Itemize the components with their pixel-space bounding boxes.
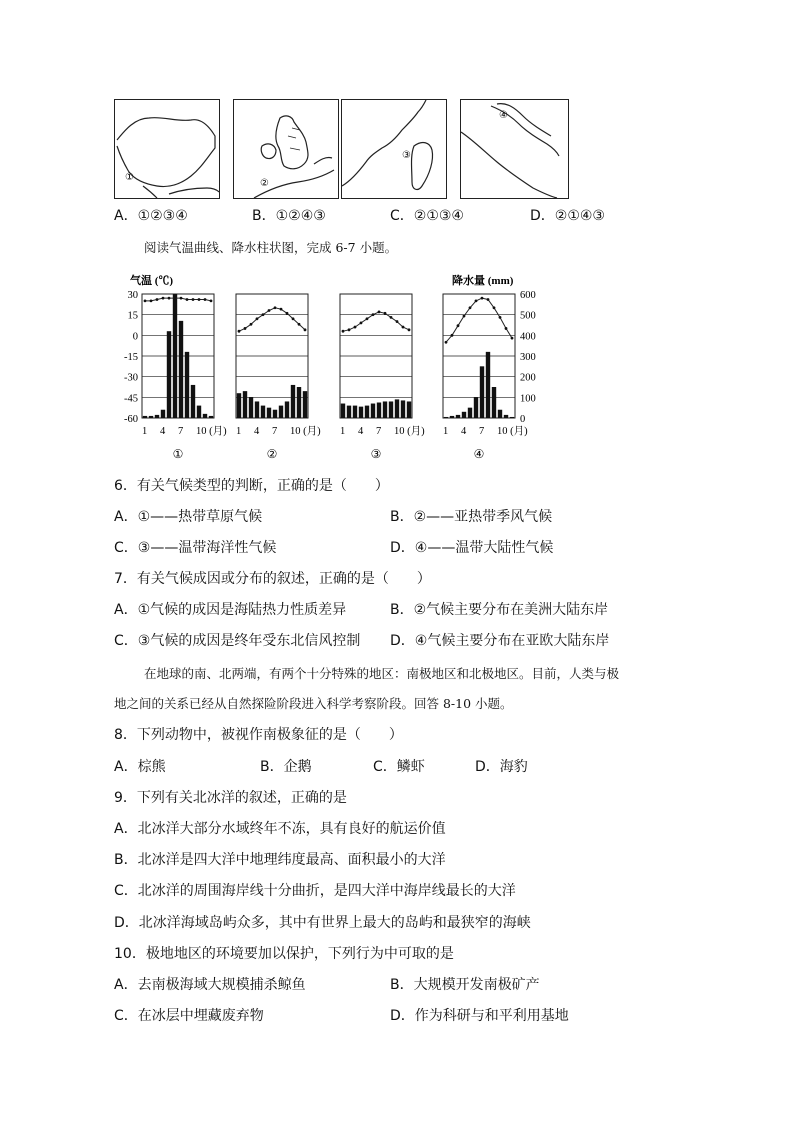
q10-stem: 10．极地地区的环境要加以保护，下列行为中可取的是 — [114, 946, 454, 962]
precip-bar — [395, 399, 399, 418]
x-tick-label: 10 (月) — [290, 426, 321, 437]
precip-bar — [261, 406, 265, 418]
x-tick-label: 4 — [358, 426, 364, 437]
temp-point — [292, 317, 295, 320]
precip-bar — [167, 331, 171, 418]
map-3 — [341, 99, 447, 199]
temp-point — [463, 315, 466, 318]
temp-point — [256, 317, 259, 320]
q10-option-a[interactable]: A．去南极海域大规模捕杀鲸鱼 — [114, 977, 306, 993]
precip-bar — [297, 387, 301, 418]
x-tick-label: 1 — [443, 426, 449, 437]
temp-point — [274, 306, 277, 309]
precip-bar — [341, 404, 345, 418]
intro-8-10-line2: 地之间的关系已经从自然探险阶段进入科学考察阶段。回答 8-10 小题。 — [114, 696, 513, 711]
panel-label: ④ — [473, 447, 485, 461]
temp-tick-label: 0 — [132, 331, 138, 343]
temp-point — [298, 323, 301, 326]
temp-point — [262, 313, 265, 316]
precip-bar — [401, 400, 405, 418]
temp-tick-label: -45 — [124, 393, 138, 405]
temp-point — [210, 299, 213, 302]
map-3-outline — [342, 100, 446, 198]
x-tick-label: 7 — [178, 426, 184, 437]
q9-stem: 9．下列有关北冰洋的叙述，正确的是 — [114, 790, 347, 806]
q6-stem: 6．有关气候类型的判断，正确的是（ ） — [114, 478, 389, 494]
q5-option-b[interactable]: B．①②④③ — [252, 208, 326, 224]
x-tick-label: 7 — [479, 426, 485, 437]
precip-bar — [365, 406, 369, 418]
map-2-label: ② — [260, 178, 269, 189]
map-3-label: ③ — [402, 150, 411, 161]
temp-point — [511, 337, 514, 340]
q8-stem: 8．下列动物中，被视作南极象征的是（ ） — [114, 727, 403, 743]
q5-option-c[interactable]: C．②①③④ — [390, 208, 464, 224]
precip-bar — [371, 404, 375, 418]
precip-tick-label: 500 — [520, 310, 536, 322]
climate-charts — [112, 268, 552, 468]
precip-bar — [353, 406, 357, 418]
climate-chart-svg — [112, 268, 552, 468]
q6-option-a[interactable]: A．①——热带草原气候 — [114, 509, 263, 525]
precip-bar — [510, 417, 514, 418]
q10-option-b[interactable]: B．大规模开发南极矿产 — [390, 977, 540, 993]
map-1 — [114, 99, 220, 199]
q8-option-b[interactable]: B．企鹅 — [260, 759, 312, 775]
precip-bar — [249, 397, 253, 418]
precip-bar — [504, 415, 508, 418]
temp-tick-label: -60 — [124, 414, 138, 425]
precip-bar — [486, 352, 490, 418]
temp-point — [238, 330, 241, 333]
precip-bar — [383, 401, 387, 418]
q7-option-c[interactable]: C．③气候的成因是终年受东北信风控制 — [114, 633, 361, 649]
q7-stem: 7．有关气候成因或分布的叙述，正确的是（ ） — [114, 571, 431, 587]
temp-point — [244, 327, 247, 330]
x-tick-label: 10 (月) — [497, 426, 528, 437]
temp-point — [180, 297, 183, 300]
q6-option-d[interactable]: D．④——温带大陆性气候 — [390, 540, 554, 556]
temp-point — [493, 306, 496, 309]
q7-option-a[interactable]: A．①气候的成因是海陆热力性质差异 — [114, 602, 347, 618]
map-1-label: ① — [125, 172, 134, 183]
temp-point — [372, 313, 375, 316]
x-tick-label: 7 — [376, 426, 382, 437]
temp-point — [475, 299, 478, 302]
temp-point — [499, 316, 502, 319]
panel-label: ③ — [370, 447, 382, 461]
precip-tick-label: 100 — [520, 393, 536, 405]
q9-option-c[interactable]: C．北冰洋的周围海岸线十分曲折，是四大洋中海岸线最长的大洋 — [114, 883, 516, 899]
temp-line — [145, 298, 211, 301]
precip-bar — [450, 416, 454, 418]
q7-option-d[interactable]: D．④气候主要分布在亚欧大陆东岸 — [390, 633, 610, 649]
precip-bar — [303, 391, 307, 418]
precip-bar — [498, 410, 502, 418]
temp-point — [408, 328, 411, 331]
x-tick-label: 1 — [340, 426, 346, 437]
temp-tick-label: -30 — [124, 372, 138, 384]
precip-bar — [185, 352, 189, 418]
temp-point — [250, 323, 253, 326]
map-2-outline — [234, 100, 338, 198]
x-tick-label: 4 — [254, 426, 260, 437]
map-4 — [460, 99, 569, 199]
x-tick-label: 1 — [236, 426, 242, 437]
map-4-label: ④ — [499, 110, 508, 121]
precip-bar — [203, 414, 207, 418]
precip-bar — [468, 408, 472, 418]
precip-bar — [480, 366, 484, 418]
q6-option-b[interactable]: B．②——亚热带季风气候 — [390, 509, 553, 525]
map-2 — [233, 99, 339, 199]
temp-point — [402, 326, 405, 329]
precip-bar — [161, 410, 165, 418]
temp-point — [268, 309, 271, 312]
temp-point — [174, 297, 177, 300]
temp-point — [360, 322, 363, 325]
q6-option-c[interactable]: C．③——温带海洋性气候 — [114, 540, 277, 556]
precip-bar — [359, 407, 363, 418]
precip-tick-label: 200 — [520, 372, 536, 384]
temp-tick-label: 15 — [127, 310, 138, 322]
temp-point — [451, 334, 454, 337]
temp-point — [156, 298, 159, 301]
temp-point — [481, 297, 484, 300]
temp-point — [168, 297, 171, 300]
precip-tick-label: 400 — [520, 331, 536, 343]
q8-option-c[interactable]: C．鳞虾 — [373, 759, 425, 775]
precip-bar — [285, 401, 289, 418]
q5-option-d[interactable]: D．②①④③ — [530, 208, 605, 224]
temp-point — [505, 327, 508, 330]
temp-tick-label: 30 — [127, 290, 138, 301]
precip-bar — [291, 385, 295, 418]
precip-bar — [279, 406, 283, 418]
x-tick-label: 4 — [461, 426, 467, 437]
q9-option-b[interactable]: B．北冰洋是四大洋中地理纬度最高、面积最小的大洋 — [114, 852, 446, 868]
intro-8-10-line1: 在地球的南、北两端，有两个十分特殊的地区：南极地区和北极地区。目前，人类与极 — [144, 666, 620, 681]
x-tick-label: 4 — [160, 426, 166, 437]
temp-point — [286, 312, 289, 315]
precip-bar — [462, 412, 466, 418]
precip-bar — [347, 406, 351, 418]
precip-bar — [389, 401, 393, 418]
precip-bar — [267, 408, 271, 418]
precip-bar — [255, 401, 259, 418]
temp-tick-label: -15 — [124, 352, 138, 363]
intro-6-7: 阅读气温曲线、降水柱状图，完成 6-7 小题。 — [144, 240, 398, 255]
q8-option-d[interactable]: D．海豹 — [475, 759, 528, 775]
x-tick-label: 10 (月) — [196, 426, 227, 437]
precip-axis-title: 降水量 (mm) — [452, 275, 514, 287]
precip-bar — [155, 415, 159, 418]
temp-line — [239, 308, 305, 331]
temp-point — [378, 311, 381, 314]
precip-bar — [197, 406, 201, 418]
map-1-outline — [115, 100, 219, 198]
x-tick-label: 1 — [142, 426, 148, 437]
precip-bar — [444, 417, 448, 418]
q8-option-a[interactable]: A．棕熊 — [114, 759, 166, 775]
temp-point — [204, 298, 207, 301]
temp-point — [198, 298, 201, 301]
temp-point — [280, 308, 283, 311]
precip-bar — [492, 387, 496, 418]
temp-point — [304, 328, 307, 331]
x-tick-label: 7 — [272, 426, 278, 437]
precip-tick-label: 300 — [520, 352, 536, 363]
temp-point — [162, 297, 165, 300]
precip-bar — [377, 403, 381, 419]
temp-point — [445, 341, 448, 344]
precip-bar — [209, 416, 213, 418]
temp-point — [354, 326, 357, 329]
temp-point — [150, 299, 153, 302]
temp-point — [487, 298, 490, 301]
precip-tick-label: 600 — [520, 290, 536, 301]
temp-point — [469, 306, 472, 309]
panel-label: ② — [266, 447, 278, 461]
precip-bar — [407, 401, 411, 418]
precip-bar — [474, 397, 478, 418]
q10-option-c[interactable]: C．在冰层中埋藏废弃物 — [114, 1008, 264, 1024]
precip-bar — [173, 294, 177, 418]
temp-point — [390, 316, 393, 319]
q9-option-d[interactable]: D．北冰洋海域岛屿众多，其中有世界上最大的岛屿和最狭窄的海峡 — [114, 915, 531, 931]
temp-point — [342, 330, 345, 333]
temp-point — [186, 298, 189, 301]
temp-point — [457, 324, 460, 327]
precip-tick-label: 0 — [520, 414, 526, 425]
precip-bar — [179, 321, 183, 418]
q5-option-a[interactable]: A．①②③④ — [114, 208, 188, 224]
temp-point — [366, 317, 369, 320]
precip-bar — [237, 393, 241, 418]
precip-bar — [273, 410, 277, 418]
q9-option-a[interactable]: A．北冰洋大部分水域终年不冻，具有良好的航运价值 — [114, 821, 446, 837]
temp-axis-title: 气温 (℃) — [130, 275, 174, 287]
precip-bar — [456, 415, 460, 418]
q7-option-b[interactable]: B．②气候主要分布在美洲大陆东岸 — [390, 602, 609, 618]
temp-point — [348, 328, 351, 331]
temp-point — [384, 312, 387, 315]
x-tick-label: 10 (月) — [394, 426, 425, 437]
map-4-outline — [461, 100, 568, 198]
panel-label: ① — [172, 447, 184, 461]
q10-option-d[interactable]: D．作为科研与和平利用基地 — [390, 1008, 569, 1024]
precip-bar — [143, 416, 147, 418]
precip-bar — [149, 416, 153, 418]
temp-point — [396, 320, 399, 323]
precip-bar — [191, 385, 195, 418]
temp-point — [192, 298, 195, 301]
precip-bar — [243, 391, 247, 418]
temp-point — [144, 299, 147, 302]
